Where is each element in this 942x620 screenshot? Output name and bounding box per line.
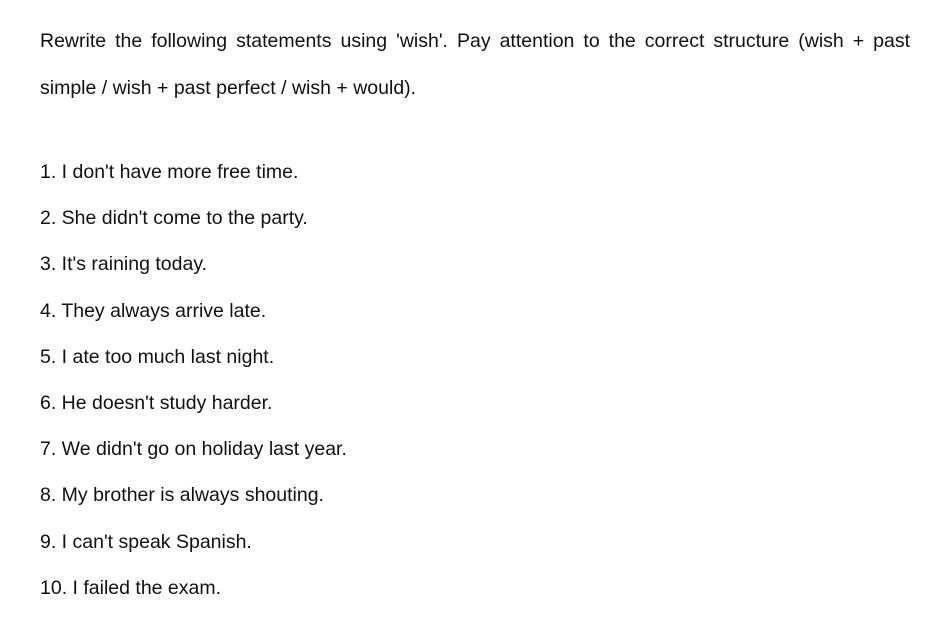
exercise-item-7: 7. We didn't go on holiday last year. — [40, 438, 347, 461]
exercise-item-2: 2. She didn't come to the party. — [40, 207, 308, 230]
exercise-item-5: 5. I ate too much last night. — [40, 345, 275, 368]
exercise-list — [40, 156, 347, 618]
exercise-item-9: 9. I can't speak Spanish. — [40, 530, 252, 553]
exercise-item-10: 10. I failed the exam. — [40, 576, 222, 599]
exercise-item-3: 3. It's raining today. — [40, 253, 208, 276]
exercise-item-1: 1. I don't have more free time. — [40, 161, 299, 183]
exercise-item-8: 8. My brother is always shouting. — [40, 484, 324, 507]
exercise-item-6: 6. He doesn't study harder. — [40, 391, 273, 414]
instructions-text: Rewrite the following statements using 'wish'. Pay attention to the correct structure (wish + past simple / wish + past perfect / wish + would). — [40, 30, 910, 99]
exercise-item-4: 4. They always arrive late. — [40, 299, 267, 322]
